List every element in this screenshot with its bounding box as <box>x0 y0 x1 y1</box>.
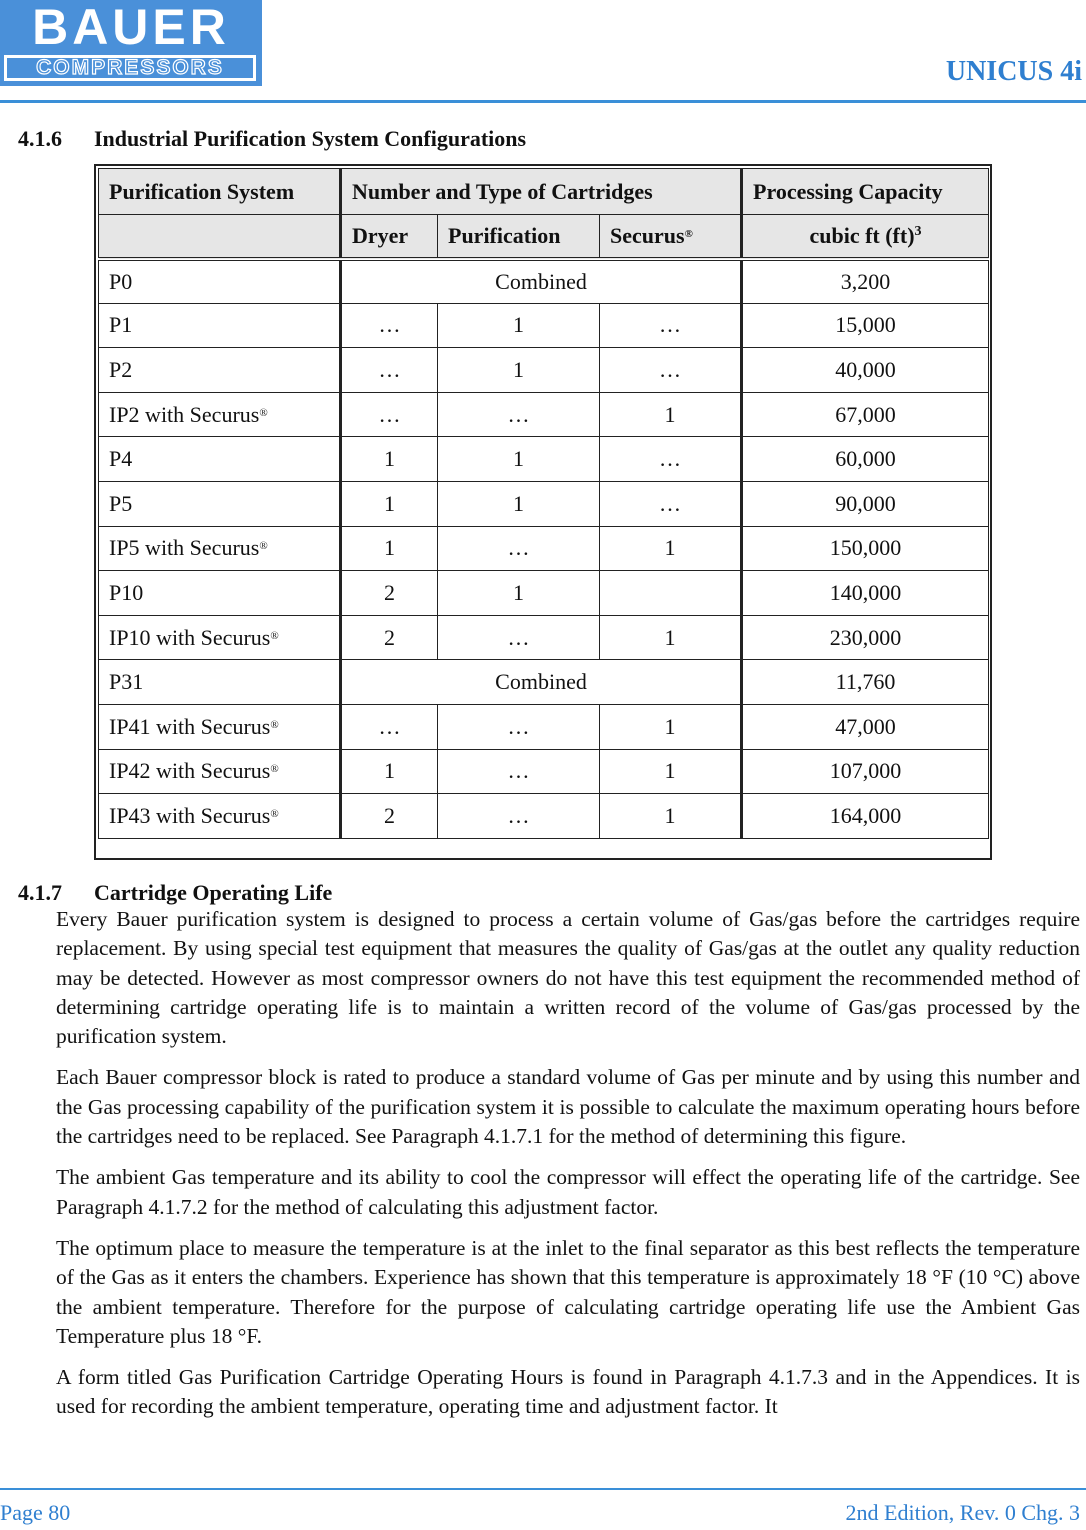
logo-subtitle: COMPRESSORS <box>4 55 256 81</box>
cell-dryer: 1 <box>341 437 438 482</box>
cell-capacity: 47,000 <box>742 704 989 749</box>
cell-capacity: 150,000 <box>742 526 989 571</box>
registered-mark: ® <box>684 227 693 240</box>
table-row <box>99 437 989 482</box>
cell-system <box>99 348 341 393</box>
footer-rule <box>0 1488 1086 1490</box>
table-row <box>99 481 989 526</box>
header-dryer: Dryer <box>341 215 438 259</box>
table-header-row <box>99 169 989 215</box>
paragraph: The ambient Gas temperature and its ability to cool the compressor will effect the operating life of the cartridge. See Paragraph 4.1.7.2 for the method of calculating this adjustment factor. <box>56 1165 1080 1219</box>
cell-dryer: 2 <box>341 794 438 839</box>
registered-mark: ® <box>270 629 279 642</box>
cell-securus: … <box>600 303 742 348</box>
cell-combined: Combined <box>341 259 742 304</box>
cell-dryer: 2 <box>341 615 438 660</box>
cell-dryer: 2 <box>341 571 438 616</box>
cell-capacity: 11,760 <box>742 660 989 705</box>
table-subheader-row <box>99 215 989 259</box>
cell-dryer: … <box>341 348 438 393</box>
header-purification: Purification <box>438 215 600 259</box>
header-securus-label: Securus <box>610 222 685 248</box>
cell-system <box>99 571 341 616</box>
section-title: Industrial Purification System Configurations <box>94 126 527 151</box>
cell-securus: 1 <box>600 526 742 571</box>
cell-purification: 1 <box>438 481 600 526</box>
table-row <box>99 615 989 660</box>
cell-capacity: 90,000 <box>742 481 989 526</box>
registered-mark: ® <box>270 718 279 731</box>
cell-system <box>99 615 341 660</box>
system-name: IP41 with Securus <box>109 713 271 739</box>
capacity-unit-label: cubic ft (ft) <box>809 222 915 248</box>
table-row <box>99 571 989 616</box>
cell-system <box>99 259 341 304</box>
section-number: 4.1.7 <box>18 880 62 905</box>
cell-system <box>99 794 341 839</box>
paragraph: Each Bauer compressor block is rated to produce a standard volume of Gas per minute and by using this number and the Gas processing capability of the purification system it is possible to calculate the maximum operating hours before the cartridges need to be replaced. See Paragraph 4.1.7.1 for the method of determining this figure. <box>56 1065 1080 1149</box>
cell-dryer: … <box>341 392 438 437</box>
table-row <box>99 794 989 839</box>
section-heading-417 <box>18 880 332 906</box>
cell-purification: 1 <box>438 571 600 616</box>
header-capacity: Processing Capacity <box>742 169 989 215</box>
table-row <box>99 392 989 437</box>
registered-mark: ® <box>259 406 268 419</box>
section-heading-416 <box>18 126 526 152</box>
cell-system <box>99 749 341 794</box>
system-name: P4 <box>109 446 133 472</box>
page-number: Page 80 <box>0 1500 71 1525</box>
cell-dryer: … <box>341 303 438 348</box>
cell-system <box>99 660 341 705</box>
cell-securus <box>600 571 742 616</box>
cell-capacity: 15,000 <box>742 303 989 348</box>
header-securus <box>600 215 742 259</box>
cell-securus: 1 <box>600 704 742 749</box>
cell-capacity: 3,200 <box>742 259 989 304</box>
cell-system <box>99 392 341 437</box>
capacity-unit-exponent: 3 <box>914 223 922 239</box>
cell-securus: 1 <box>600 615 742 660</box>
table-row <box>99 749 989 794</box>
system-name: P5 <box>109 490 133 516</box>
cell-purification: … <box>438 794 600 839</box>
edition-info: 2nd Edition, Rev. 0 Chg. 3 <box>845 1500 1080 1525</box>
cell-securus: … <box>600 481 742 526</box>
system-name: P1 <box>109 312 133 338</box>
header-cartridges: Number and Type of Cartridges <box>341 169 742 215</box>
cell-system <box>99 303 341 348</box>
cell-securus: 1 <box>600 392 742 437</box>
header-rule <box>0 100 1086 103</box>
cell-capacity: 67,000 <box>742 392 989 437</box>
table-row <box>99 303 989 348</box>
table-row <box>99 704 989 749</box>
system-name: P0 <box>109 268 133 294</box>
cell-system <box>99 704 341 749</box>
cell-purification: 1 <box>438 437 600 482</box>
system-name: P31 <box>109 669 144 695</box>
header-capacity-unit <box>742 215 989 259</box>
paragraph: Every Bauer purification system is designed to process a certain volume of Gas/gas before the cartridges require replacement. By using special test equipment that measures the quality of Gas/gas at the outlet any quality reduction may be detected. However as most compressor owners do not have this test equipment the recommended method of determining cartridge operating life is to maintain a written record of the volume of Gas/gas processed by the purification system. <box>56 907 1080 1049</box>
system-name: IP43 with Securus <box>109 802 271 828</box>
cell-purification: … <box>438 392 600 437</box>
system-name: IP5 with Securus <box>109 535 260 561</box>
system-name: P10 <box>109 579 144 605</box>
header-system-blank <box>99 215 341 259</box>
bauer-logo <box>0 0 262 86</box>
cell-securus: 1 <box>600 749 742 794</box>
cell-system <box>99 481 341 526</box>
cell-securus: … <box>600 437 742 482</box>
registered-mark: ® <box>259 540 268 553</box>
cell-purification: … <box>438 749 600 794</box>
cell-dryer: 1 <box>341 526 438 571</box>
table-row <box>99 348 989 393</box>
cell-purification: … <box>438 526 600 571</box>
system-name: IP2 with Securus <box>109 401 260 427</box>
cell-purification: … <box>438 704 600 749</box>
system-name: IP42 with Securus <box>109 758 271 784</box>
registered-mark: ® <box>270 763 279 776</box>
cell-capacity: 230,000 <box>742 615 989 660</box>
paragraph: The optimum place to measure the temperature is at the inlet to the final separator as this best reflects the temperature of the Gas as it enters the chambers. Experience has shown that this temperature is approximately 18 °F (10 °C) above the ambient temperature. Therefore for the purpose of calculating cartridge operating life use the Ambient Gas Temperature plus 18 °F. <box>56 1235 1080 1348</box>
cell-capacity: 164,000 <box>742 794 989 839</box>
cell-securus: 1 <box>600 794 742 839</box>
cell-purification: 1 <box>438 303 600 348</box>
header-system: Purification System <box>99 169 341 215</box>
cell-purification: … <box>438 615 600 660</box>
section-title: Cartridge Operating Life <box>94 880 333 905</box>
cell-dryer: … <box>341 704 438 749</box>
table-row <box>99 526 989 571</box>
table-row <box>99 660 989 705</box>
section-body <box>56 905 1080 1434</box>
cell-dryer: 1 <box>341 481 438 526</box>
system-name: IP10 with Securus <box>109 624 271 650</box>
cell-dryer: 1 <box>341 749 438 794</box>
cell-capacity: 107,000 <box>742 749 989 794</box>
product-name: UNICUS 4i <box>945 56 1082 87</box>
paragraph: A form titled Gas Purification Cartridge Operating Hours is found in Paragraph 4.1.7.3 and in the Appendices. It is used for recording the ambient temperature, operating time and adjustment factor. It <box>56 1365 1080 1419</box>
section-number: 4.1.6 <box>18 126 62 151</box>
cell-system <box>99 526 341 571</box>
cell-system <box>99 437 341 482</box>
cell-capacity: 60,000 <box>742 437 989 482</box>
cell-combined: Combined <box>341 660 742 705</box>
purification-config-table <box>98 168 989 839</box>
cell-capacity: 40,000 <box>742 348 989 393</box>
logo-wordmark: BAUER <box>32 0 230 55</box>
cell-securus: … <box>600 348 742 393</box>
table-row <box>99 259 989 304</box>
registered-mark: ® <box>270 807 279 820</box>
cell-capacity: 140,000 <box>742 571 989 616</box>
cell-purification: 1 <box>438 348 600 393</box>
system-name: P2 <box>109 356 133 382</box>
table-body <box>99 259 989 839</box>
